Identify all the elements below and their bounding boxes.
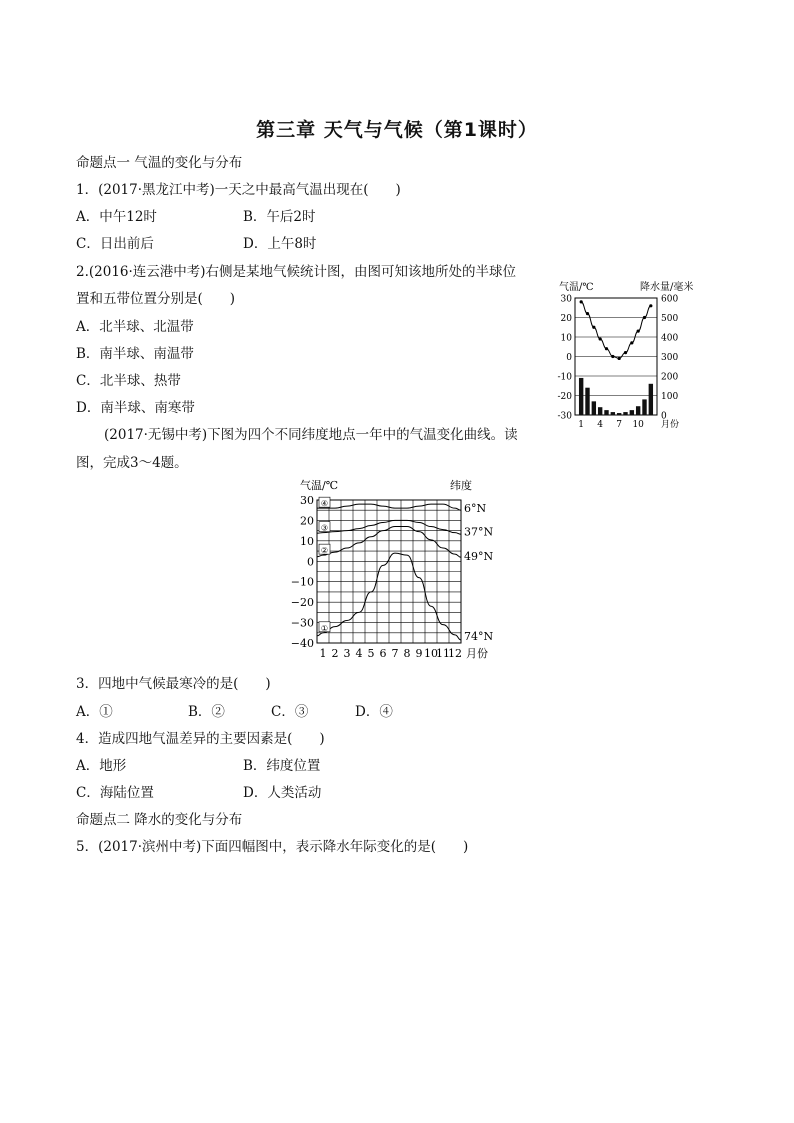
temperature-point [649,304,652,307]
temp-x-tick-label: 2 [331,647,339,660]
intro-3-4-line2: 图，完成3～4题。 [76,455,188,471]
q2-option-c: C．北半球、热带 [76,373,181,389]
series-marker: ① [320,623,329,633]
temp-x-tick-label: 3 [343,647,351,660]
temp-y-tick-label: 20 [300,514,314,528]
q4-stem: 4．造成四地气温差异的主要因素是( ) [76,731,325,747]
q3-option-a: A．① [76,704,113,720]
climate-x-tick-label: 10 [632,420,644,430]
climate-x-axis-label: 月份 [661,420,680,430]
climate-left-tick-label: 30 [560,294,572,305]
climate-x-tick-label: 1 [578,420,585,430]
temp-y-axis-label: 气温/℃ [300,479,339,492]
climate-left-tick-label: -10 [557,372,572,383]
temp-x-tick-label: 1 [319,647,327,660]
temperature-point [580,300,583,303]
page-title: 第三章 天气与气候（第1课时） [256,119,538,141]
q3-option-c: C．③ [271,704,309,720]
temp-x-tick-label: 7 [391,647,399,660]
temperature-curves-chart [290,476,510,668]
climate-left-tick-label: 10 [560,333,572,344]
q4-option-b: B．纬度位置 [243,758,321,774]
climate-left-axis-label: 气温/℃ [559,282,594,293]
temp-x-tick-label: 8 [403,647,411,660]
climate-x-tick-label: 4 [597,420,604,430]
series-marker: ② [320,546,329,556]
section-heading-1: 命题点一 气温的变化与分布 [76,155,243,171]
climate-left-tick-label: 0 [566,353,572,363]
precipitation-bar [611,412,615,415]
precipitation-bar [598,407,602,415]
precipitation-bar [604,410,608,415]
temperature-point [592,326,595,329]
precipitation-bar [617,413,621,415]
temp-y-tick-label: −30 [290,616,314,630]
climate-left-tick-label: 20 [560,314,572,324]
climate-right-tick-label: 0 [661,411,667,422]
series-marker: ④ [320,499,329,509]
precipitation-bar [636,406,640,415]
temperature-point [643,316,646,319]
precipitation-bar [630,410,634,415]
temperature-point [605,347,608,350]
temperature-point [599,337,602,340]
precipitation-bar [642,399,646,415]
q4-option-d: D．人类活动 [243,785,322,801]
latitude-label: 6°N [464,502,487,516]
climate-chart [555,278,715,438]
climate-right-tick-label: 300 [661,353,679,363]
q2-stem-line1: 2.(2016·连云港中考)右侧是某地气候统计图，由图可知该地所处的半球位 [76,264,517,280]
q2-option-a: A．北半球、北温带 [76,319,194,335]
temperature-point [586,312,589,315]
temp-x-tick-label: 10 [424,647,438,660]
temp-x-tick-label: 4 [355,647,363,660]
q3-stem: 3．四地中气候最寒冷的是( ) [76,676,271,692]
precipitation-bar [623,412,627,415]
temperature-curve [581,302,651,359]
q2-stem-line2: 置和五带位置分别是( ) [76,291,236,307]
climate-x-tick-label: 7 [616,420,623,430]
climate-right-tick-label: 500 [661,314,679,324]
temp-x-tick-label: 12 [448,647,462,660]
section-heading-2: 命题点二 降水的变化与分布 [76,812,243,828]
q1-option-b: B．午后2时 [243,209,316,225]
q5-stem: 5．(2017·滨州中考)下面四幅图中，表示降水年际变化的是( ) [76,839,469,855]
temp-x-tick-label: 5 [367,647,375,660]
q4-option-a: A．地形 [76,758,127,774]
precipitation-bar [585,388,589,415]
precipitation-bar [649,384,653,415]
q3-option-d: D．④ [355,704,393,720]
series-marker: ③ [320,523,329,533]
temp-y-tick-label: −40 [290,637,314,650]
temperature-point [611,355,614,358]
temperature-point [618,357,621,360]
q4-option-c: C．海陆位置 [76,785,154,801]
temp-y-tick-label: 10 [300,534,314,548]
temp-y-tick-label: 30 [300,494,314,507]
temp-x-tick-label: 6 [379,647,387,660]
climate-right-tick-label: 600 [661,294,679,305]
latitude-label: 74°N [464,629,494,643]
q1-stem: 1．(2017·黑龙江中考)一天之中最高气温出现在( ) [76,182,401,198]
climate-left-tick-label: -30 [557,411,572,422]
precipitation-bar [592,401,596,415]
climate-right-tick-label: 200 [661,372,679,383]
q1-option-d: D．上午8时 [243,236,317,252]
q1-option-c: C．日出前后 [76,236,154,252]
temp-y-tick-label: −10 [290,575,314,589]
temp-y-tick-label: −20 [290,596,314,610]
climate-right-axis-label: 降水量/毫米 [640,282,694,293]
temp-x-tick-label: 11 [436,647,450,660]
temp-y-tick-label: 0 [307,555,314,569]
temperature-point [630,341,633,344]
climate-right-tick-label: 400 [661,333,679,344]
precipitation-bar [579,378,583,415]
temp-latitude-header: 纬度 [450,479,472,492]
q2-option-d: D．南半球、南寒带 [76,400,195,416]
temp-x-tick-label: 9 [415,647,423,660]
latitude-label: 49°N [464,550,494,564]
temp-x-axis-label: 月份 [466,647,488,660]
temperature-point [624,351,627,354]
latitude-label: 37°N [464,525,494,539]
q1-option-a: A．中午12时 [76,209,157,225]
intro-3-4-line1: (2017·无锡中考)下图为四个不同纬度地点一年中的气温变化曲线。读 [104,427,518,443]
climate-left-tick-label: -20 [557,392,572,402]
q3-option-b: B．② [188,704,225,720]
q2-option-b: B．南半球、南温带 [76,346,194,362]
temperature-point [637,330,640,333]
climate-right-tick-label: 100 [661,392,679,402]
